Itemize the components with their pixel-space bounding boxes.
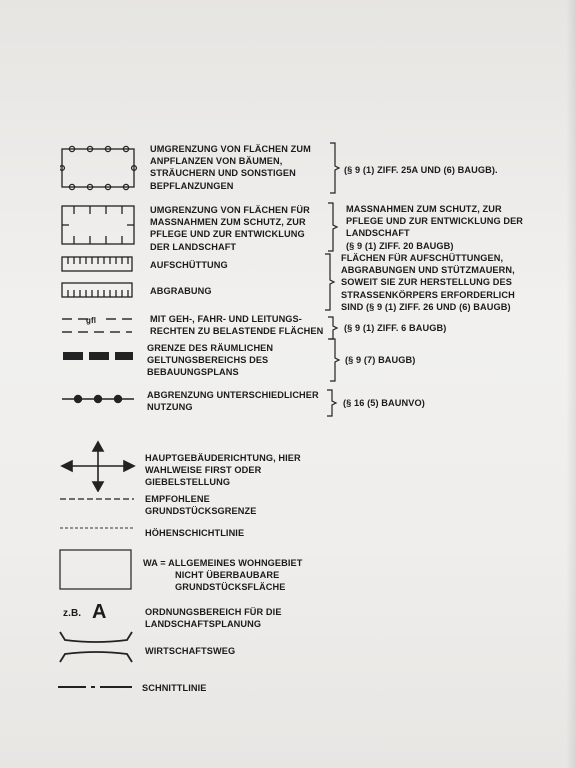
nutzung-symbol xyxy=(60,391,136,407)
schutz-symbol xyxy=(60,203,138,247)
wa-line-2: NICHT ÜBERBAUBARE xyxy=(175,570,280,581)
ordnungsbereich-prefix: z.B. xyxy=(63,608,82,619)
anpflanzen-reference: (§ 9 (1) ZIFF. 25A UND (6) BAUGB). xyxy=(344,165,498,175)
ordnungsbereich-line-2: LANDSCHAFTSPLANUNG xyxy=(145,619,262,630)
firstrichtung-line-1: HAUPTGEBÄUDERICHTUNG, HIER xyxy=(145,453,301,463)
aufschuettung-reference xyxy=(341,252,515,313)
nutzung-text xyxy=(147,389,319,413)
aufschuettung-text: AUFSCHÜTTUNG xyxy=(150,260,228,270)
aufschuettung-ref-line-1: FLÄCHEN FÜR AUFSCHÜTTUNGEN, xyxy=(341,253,504,263)
ordnungsbereich-line-1: ORDNUNGSBEREICH FÜR DIE xyxy=(145,607,282,617)
schutz-brace xyxy=(326,202,340,252)
firstrichtung-symbol xyxy=(60,440,136,492)
hoehenschichtlinie-symbol xyxy=(58,524,138,532)
hoehenschichtlinie-text: HÖHENSCHICHTLINIE xyxy=(145,528,245,538)
schutz-reference xyxy=(346,203,523,252)
abgrabung-symbol xyxy=(60,281,136,299)
schutz-ref-line-2: PFLEGE UND ZUR ENTWICKLUNG DER xyxy=(346,216,524,227)
aufschuettung-ref-line-5: SIND (§ 9 (1) ZIFF. 26 UND (6) BAUGB) xyxy=(341,301,511,312)
geh-fahr-tag: gfl xyxy=(86,316,97,325)
geh-fahr-brace xyxy=(326,316,340,340)
aufschuettung-symbol xyxy=(60,255,136,273)
anpflanzen-line-3: STRÄUCHERN UND SONSTIGEN xyxy=(150,168,296,179)
schutz-ref-line-1: MASSNAHMEN ZUM SCHUTZ, ZUR xyxy=(346,204,502,214)
nutzung-brace xyxy=(325,389,339,417)
ordnungsbereich-letter: A xyxy=(92,601,107,623)
schutz-text xyxy=(150,204,310,253)
wirtschaftsweg-text: WIRTSCHAFTSWEG xyxy=(145,646,236,656)
aufschuettung-brace xyxy=(323,253,337,311)
schutz-line-2: MASSNAHMEN ZUM SCHUTZ, ZUR xyxy=(150,217,306,228)
wa-line-1: WA = ALLGEMEINES WOHNGEBIET xyxy=(143,558,303,568)
geltungsbereich-symbol xyxy=(60,350,136,362)
anpflanzen-line-2: ANPFLANZEN VON BÄUMEN, xyxy=(150,156,283,167)
anpflanzen-symbol xyxy=(60,145,138,191)
geh-fahr-line-1: MIT GEH-, FAHR- UND LEITUNGS- xyxy=(150,314,302,324)
nutzung-reference: (§ 16 (5) BAUNVO) xyxy=(343,398,425,408)
wa-text xyxy=(143,557,303,594)
aufschuettung-ref-line-3: SOWEIT SIE ZUR HERSTELLUNG DES xyxy=(341,277,512,288)
firstrichtung-line-2: WAHLWEISE FIRST ODER xyxy=(145,465,262,476)
geltungsbereich-line-2: GELTUNGSBEREICHS DES xyxy=(147,355,269,366)
wirtschaftsweg-symbol xyxy=(56,628,136,666)
geh-fahr-text xyxy=(150,313,323,337)
schnittlinie-symbol xyxy=(56,682,136,692)
grundstuecksgrenze-text xyxy=(145,493,256,517)
geltungsbereich-line-3: BEBAUUNGSPLANS xyxy=(147,367,239,378)
schutz-line-3: PFLEGE UND ZUR ENTWICKLUNG xyxy=(150,229,305,240)
wa-symbol xyxy=(58,548,134,592)
aufschuettung-ref-line-4: STRASSENKÖRPERS ERFORDERLICH xyxy=(341,289,515,300)
schutz-line-1: UMGRENZUNG VON FLÄCHEN FÜR xyxy=(150,205,310,215)
anpflanzen-brace xyxy=(328,142,342,194)
anpflanzen-line-4: BEPFLANZUNGEN xyxy=(150,180,234,191)
anpflanzen-line-1: UMGRENZUNG VON FLÄCHEN ZUM xyxy=(150,144,311,154)
geh-fahr-symbol xyxy=(60,316,136,336)
grundstuecksgrenze-symbol xyxy=(58,495,138,503)
schutz-ref-line-3: LANDSCHAFT xyxy=(346,228,410,239)
geltungsbereich-line-1: GRENZE DES RÄUMLICHEN xyxy=(147,343,274,353)
schnittlinie-text: SCHNITTLINIE xyxy=(142,683,207,693)
nutzung-line-2: NUTZUNG xyxy=(147,402,193,413)
nutzung-line-1: ABGRENZUNG UNTERSCHIEDLICHER xyxy=(147,390,319,400)
schutz-ref-line-4: (§ 9 (1) ZIFF. 20 BAUGB) xyxy=(346,240,454,251)
page-edge-shadow xyxy=(566,0,576,768)
geh-fahr-line-2: RECHTEN ZU BELASTENDE FLÄCHEN xyxy=(150,326,324,337)
firstrichtung-text xyxy=(145,452,301,489)
grundstuecksgrenze-line-2: GRUNDSTÜCKSGRENZE xyxy=(145,506,257,517)
schutz-line-4: DER LANDSCHAFT xyxy=(150,241,237,252)
geltungsbereich-text xyxy=(147,342,273,379)
geltungsbereich-brace xyxy=(328,338,342,382)
aufschuettung-ref-line-2: ABGRABUNGEN UND STÜTZMAUERN, xyxy=(341,265,515,276)
abgrabung-text: ABGRABUNG xyxy=(150,286,212,296)
geh-fahr-reference: (§ 9 (1) ZIFF. 6 BAUGB) xyxy=(344,323,447,333)
grundstuecksgrenze-line-1: EMPFOHLENE xyxy=(145,494,210,504)
geltungsbereich-reference: (§ 9 (7) BAUGB) xyxy=(345,355,416,365)
ordnungsbereich-text xyxy=(145,606,282,630)
wa-line-3: GRUNDSTÜCKSFLÄCHE xyxy=(175,582,286,593)
anpflanzen-text xyxy=(150,143,311,192)
firstrichtung-line-3: GIEBELSTELLUNG xyxy=(145,477,231,488)
